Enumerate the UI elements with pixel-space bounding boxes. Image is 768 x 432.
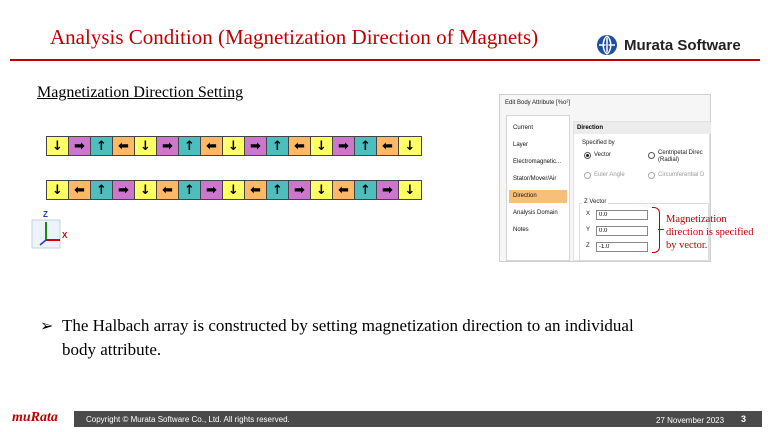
magnet-cell: ➡ [69, 137, 91, 155]
magnet-cell: ↓ [47, 137, 69, 155]
vector-x-label: X [586, 211, 591, 217]
magnet-cell: ↓ [399, 181, 421, 199]
magnet-cell: ➡ [157, 137, 179, 155]
magnet-cell: ↑ [179, 137, 201, 155]
murata-globe-icon [596, 34, 618, 56]
nav-item-electromagnetic[interactable]: Electromagnetic... [513, 159, 562, 165]
magnet-cell: ↓ [311, 137, 333, 155]
magnet-cell: ↓ [311, 181, 333, 199]
circumferential-option-label: Circumferential D [658, 172, 705, 178]
magnet-cell: ↓ [399, 137, 421, 155]
vector-y-input[interactable] [596, 226, 648, 236]
dialog-title: Edit Body Attribute [%o²] [505, 100, 571, 106]
magnet-cell: ↓ [135, 137, 157, 155]
vector-z-label: Z [586, 243, 590, 249]
euler-angle-option-label: Euler Angle [594, 172, 625, 178]
vector-x-input[interactable] [596, 210, 648, 220]
page-number: 3 [741, 414, 747, 424]
annotation-bracket-tick [658, 229, 664, 230]
magnet-cell: ↑ [91, 181, 113, 199]
magnet-cell: ➡ [333, 137, 355, 155]
magnet-cell: ↑ [355, 137, 377, 155]
nav-item-layer[interactable]: Layer [513, 142, 529, 148]
magnet-cell: ↓ [223, 181, 245, 199]
magnet-cell: ➡ [245, 137, 267, 155]
section-heading: Magnetization Direction Setting [37, 84, 244, 101]
slide-title: Analysis Condition (Magnetization Direction of Magnets) [50, 25, 539, 49]
annotation-bracket [652, 207, 660, 253]
coordinate-axes-icon [32, 210, 68, 250]
euler-angle-radio[interactable] [584, 172, 591, 179]
magnet-cell: ⬅ [69, 181, 91, 199]
magnet-cell: ➡ [377, 181, 399, 199]
magnet-cell: ⬅ [245, 181, 267, 199]
magnet-cell: ↑ [91, 137, 113, 155]
circumferential-radio[interactable] [648, 172, 655, 179]
nav-item-notes[interactable]: Notes [513, 227, 529, 233]
magnet-cell: ⬅ [157, 181, 179, 199]
magnet-cell: ➡ [289, 181, 311, 199]
brand [596, 34, 741, 56]
z-vector-label: Z Vector [584, 199, 607, 205]
axis-x-label: X [62, 231, 68, 240]
nav-item-stator-mover-air[interactable]: Stator/Mover/Air [513, 176, 557, 182]
magnet-cell: ↓ [47, 181, 69, 199]
bullet-text: The Halbach array is constructed by setting magnetization direction to an individual body attribute. [62, 316, 634, 359]
annotation-text: Magnetization direction is specified by vector. [666, 214, 754, 251]
magnet-cell: ⬅ [113, 137, 135, 155]
magnet-cell: ⬅ [377, 137, 399, 155]
footer-date: 27 November 2023 [656, 416, 725, 425]
magnet-cell: ↑ [179, 181, 201, 199]
nav-item-current[interactable]: Current [513, 125, 534, 131]
footer-copyright: Copyright © Murata Software Co., Ltd. All rights reserved. [86, 415, 290, 424]
axis-z-label: Z [43, 210, 48, 219]
magnet-cell: ↓ [223, 137, 245, 155]
magnet-array-row-bottom [46, 180, 422, 200]
magnet-cell: ➡ [113, 181, 135, 199]
magnet-cell: ↑ [267, 137, 289, 155]
magnet-cell: ➡ [201, 181, 223, 199]
magnet-cell: ⬅ [201, 137, 223, 155]
vector-option-label: Vector [594, 152, 612, 158]
panel-header: Direction [574, 122, 711, 134]
centripetal-radio[interactable] [648, 152, 655, 159]
magnet-array-row-top [46, 136, 422, 156]
magnet-cell: ⬅ [333, 181, 355, 199]
vector-z-input[interactable] [596, 242, 648, 252]
vector-y-label: Y [586, 227, 591, 233]
title-divider [10, 59, 760, 61]
magnet-cell: ⬅ [289, 137, 311, 155]
brand-name: Murata Software [624, 36, 741, 54]
nav-item-analysis-domain[interactable]: Analysis Domain [513, 210, 558, 216]
magnet-cell: ↓ [135, 181, 157, 199]
magnet-cell: ↑ [355, 181, 377, 199]
vector-radio[interactable] [584, 152, 591, 159]
centripetal-option-label: Centripetal Direc (Radial) [658, 150, 703, 163]
dialog-nav [506, 115, 570, 261]
bullet-arrow-icon: ➢ [40, 316, 54, 335]
magnet-cell: ↑ [267, 181, 289, 199]
nav-item-direction[interactable]: Direction [509, 190, 567, 203]
footer-murata-logo: muRata [12, 410, 58, 425]
specified-by-label: Specified by [582, 140, 615, 146]
